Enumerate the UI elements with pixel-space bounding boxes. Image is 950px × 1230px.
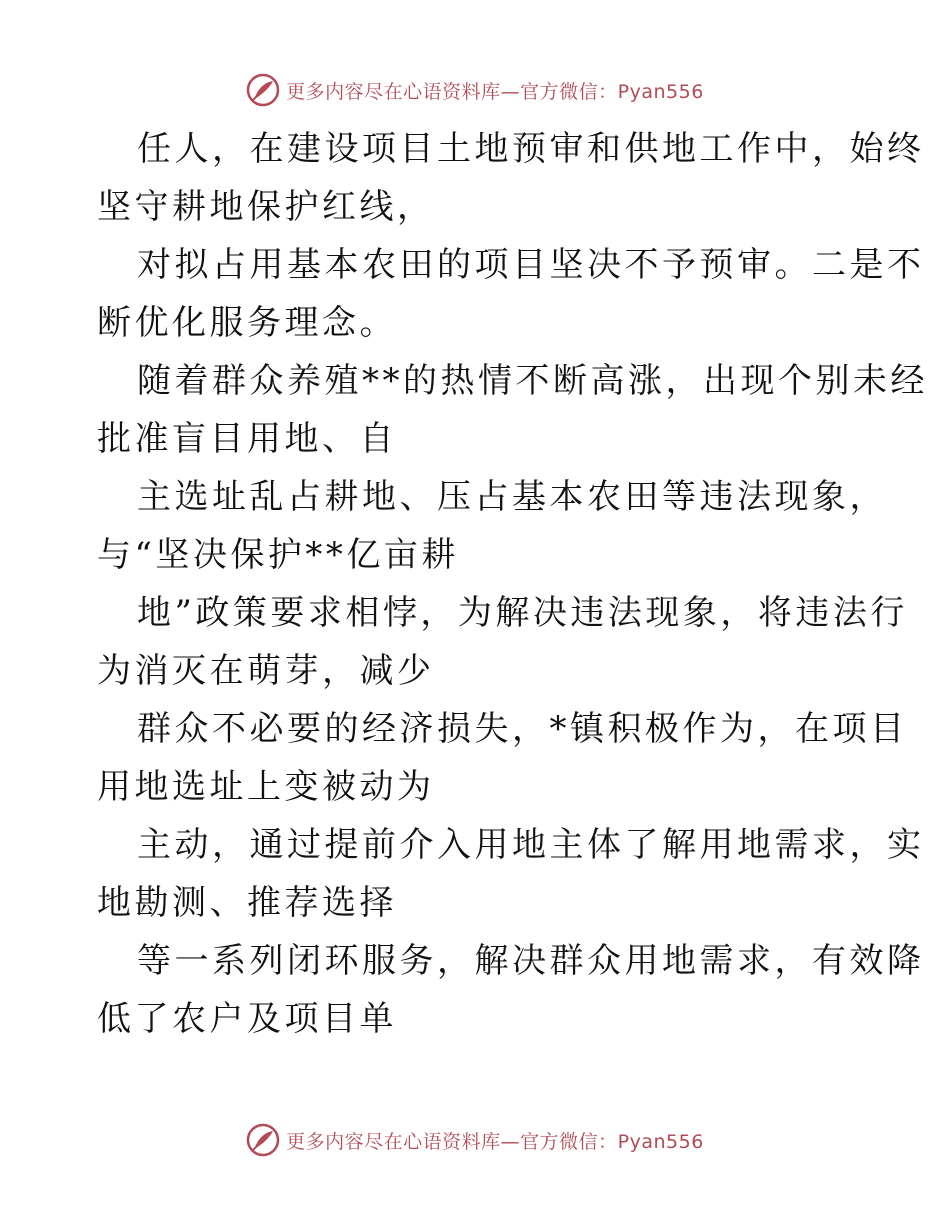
body-line: 地”政策要求相悖，为解决违法现象，将违法行 (137, 593, 908, 633)
body-line: 随着群众养殖**的热情不断高涨，出现个别未经 (137, 361, 928, 401)
body-line: 主动，通过提前介入用地主体了解用地需求，实 (137, 825, 925, 865)
quill-logo-icon (246, 1123, 280, 1157)
watermark-text: 更多内容尽在心语资料库—官方微信： (286, 1130, 618, 1153)
body-line: 主选址乱占耕地、压占基本农田等违法现象， (137, 477, 887, 517)
document-body (97, 120, 928, 1048)
body-line: 对拟占用基本农田的项目坚决不予预审。二是不 (137, 245, 925, 285)
watermark-text: 更多内容尽在心语资料库—官方微信： (286, 80, 618, 103)
header-watermark (0, 70, 950, 110)
body-line: 与“坚决保护**亿亩耕 (97, 535, 459, 575)
body-line: 断优化服务理念。 (97, 303, 397, 343)
body-line: 任人，在建设项目土地预审和供地工作中，始终 (137, 129, 925, 169)
body-line: 批准盲目用地、自 (97, 419, 397, 459)
quill-logo-icon (246, 73, 280, 107)
footer-watermark (0, 1120, 950, 1160)
watermark-wechat-id: Pyan556 (617, 80, 704, 103)
body-line: 群众不必要的经济损失，*镇积极作为，在项目 (137, 709, 908, 749)
body-line: 地勘测、推荐选择 (97, 883, 397, 923)
body-line: 用地选址上变被动为 (97, 767, 435, 807)
body-line: 低了农户及项目单 (97, 999, 397, 1039)
body-line: 坚守耕地保护红线， (97, 187, 435, 227)
watermark-wechat-id: Pyan556 (617, 1130, 704, 1153)
body-line: 为消灭在萌芽，减少 (97, 651, 435, 691)
body-line: 等一系列闭环服务，解决群众用地需求，有效降 (137, 941, 925, 981)
